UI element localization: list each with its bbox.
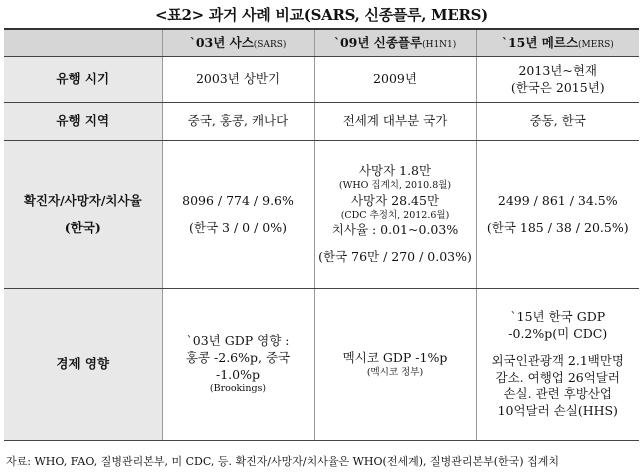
row-label-region: 유행 지역 — [4, 103, 162, 141]
cell-cases-mers-gap — [479, 210, 638, 220]
cell-cases-h1n1-gap — [317, 239, 474, 249]
cell-cases-h1n1-line1: 사망자 1.8만 — [358, 162, 432, 178]
cell-economy-mers — [476, 289, 639, 441]
cell-cases-sars-line2: (한국 3 / 0 / 0%) — [189, 219, 287, 235]
source-note: 자료: WHO, FAO, 질병관리본부, 미 CDC, 등. 확진자/사망자/치사율은 WHO(전세계), 질병관리본부(한국) 집계치 — [6, 455, 559, 468]
cell-economy-mers-line5: 손실. 관련 후방산업 — [503, 386, 613, 402]
cell-cases-sars — [162, 141, 314, 289]
row-label-cases-line1: 확진자/사망자/치사율 — [23, 192, 142, 208]
header-sars-sub: (SARS) — [253, 39, 287, 50]
cell-economy-mers-line2: -0.2%p(미 CDC) — [508, 325, 608, 341]
cell-region-h1n1: 전세계 대부분 국가 — [314, 103, 476, 141]
table-row-period — [4, 57, 639, 103]
cell-cases-h1n1-line4: (CDC 추정치, 2012.6월) — [340, 209, 450, 221]
cell-cases-mers-line1: 2499 / 861 / 34.5% — [497, 192, 618, 208]
cell-economy-sars-line2: 홍콩 -2.6%p, 중국 -1.0%p — [185, 349, 291, 382]
header-mers — [476, 29, 639, 57]
cell-cases-mers-line2: (한국 185 / 38 / 20.5%) — [486, 219, 629, 235]
cell-cases-h1n1-line5: 치사율 : 0.01~0.03% — [331, 222, 459, 238]
row-label-economy: 경제 영향 — [4, 289, 162, 441]
cell-cases-h1n1-line2: (WHO 집계치, 2010.8월) — [338, 179, 452, 191]
cell-economy-h1n1-line1: 멕시코 GDP -1%p — [342, 349, 448, 365]
comparison-table — [4, 28, 639, 441]
cell-economy-mers-line4: 감소. 여행업 26억달러 — [495, 369, 620, 385]
row-label-cases-line2: (한국) — [64, 219, 101, 235]
cell-economy-mers-gap — [479, 343, 638, 353]
row-label-cases-gap — [6, 210, 160, 220]
header-h1n1-sub: (H1N1) — [422, 39, 457, 50]
header-mers-sub: (MERS) — [578, 39, 614, 50]
cell-economy-sars — [162, 289, 314, 441]
cell-period-mers-line2: (한국은 2015년) — [510, 79, 605, 95]
table-header-row — [4, 29, 639, 57]
cell-region-sars: 중국, 홍콩, 캐나다 — [162, 103, 314, 141]
header-mers-main: `15년 메르스 — [501, 34, 579, 50]
cell-region-mers: 중동, 한국 — [476, 103, 639, 141]
cell-cases-sars-gap — [165, 210, 312, 220]
header-blank-cell — [4, 29, 162, 57]
cell-economy-h1n1-line2: (멕시코 정부) — [366, 366, 424, 378]
table-row-economy — [4, 289, 639, 441]
cell-cases-sars-line1: 8096 / 774 / 9.6% — [182, 192, 294, 208]
row-label-cases — [4, 141, 162, 289]
cell-cases-h1n1 — [314, 141, 476, 289]
cell-period-mers-line1: 2013년~현재 — [518, 62, 597, 78]
table-row-cases — [4, 141, 639, 289]
header-h1n1-main: `09년 신종플루 — [333, 34, 423, 50]
cell-period-mers — [476, 57, 639, 103]
cell-economy-mers-line3: 외국인관광객 2.1백만명 — [491, 352, 625, 368]
cell-economy-mers-line1: `15년 한국 GDP — [510, 308, 606, 324]
row-label-period: 유행 시기 — [4, 57, 162, 103]
cell-cases-h1n1-line3: 사망자 28.45만 — [350, 192, 440, 208]
header-sars-main: `03년 사스 — [189, 34, 254, 50]
cell-cases-mers — [476, 141, 639, 289]
header-h1n1 — [314, 29, 476, 57]
cell-economy-sars-line3: (Brookings) — [209, 383, 267, 395]
table-title: <표2> 과거 사례 비교(SARS, 신종플루, MERS) — [155, 6, 488, 24]
cell-economy-mers-line6: 10억달러 손실(HHS) — [497, 403, 618, 419]
table-row-region — [4, 103, 639, 141]
header-sars — [162, 29, 314, 57]
cell-cases-h1n1-line6: (한국 76만 / 270 / 0.03%) — [318, 249, 472, 265]
cell-economy-sars-line1: `03년 GDP 영향 : — [186, 332, 290, 348]
cell-economy-h1n1 — [314, 289, 476, 441]
cell-period-sars: 2003년 상반기 — [162, 57, 314, 103]
cell-period-h1n1: 2009년 — [314, 57, 476, 103]
